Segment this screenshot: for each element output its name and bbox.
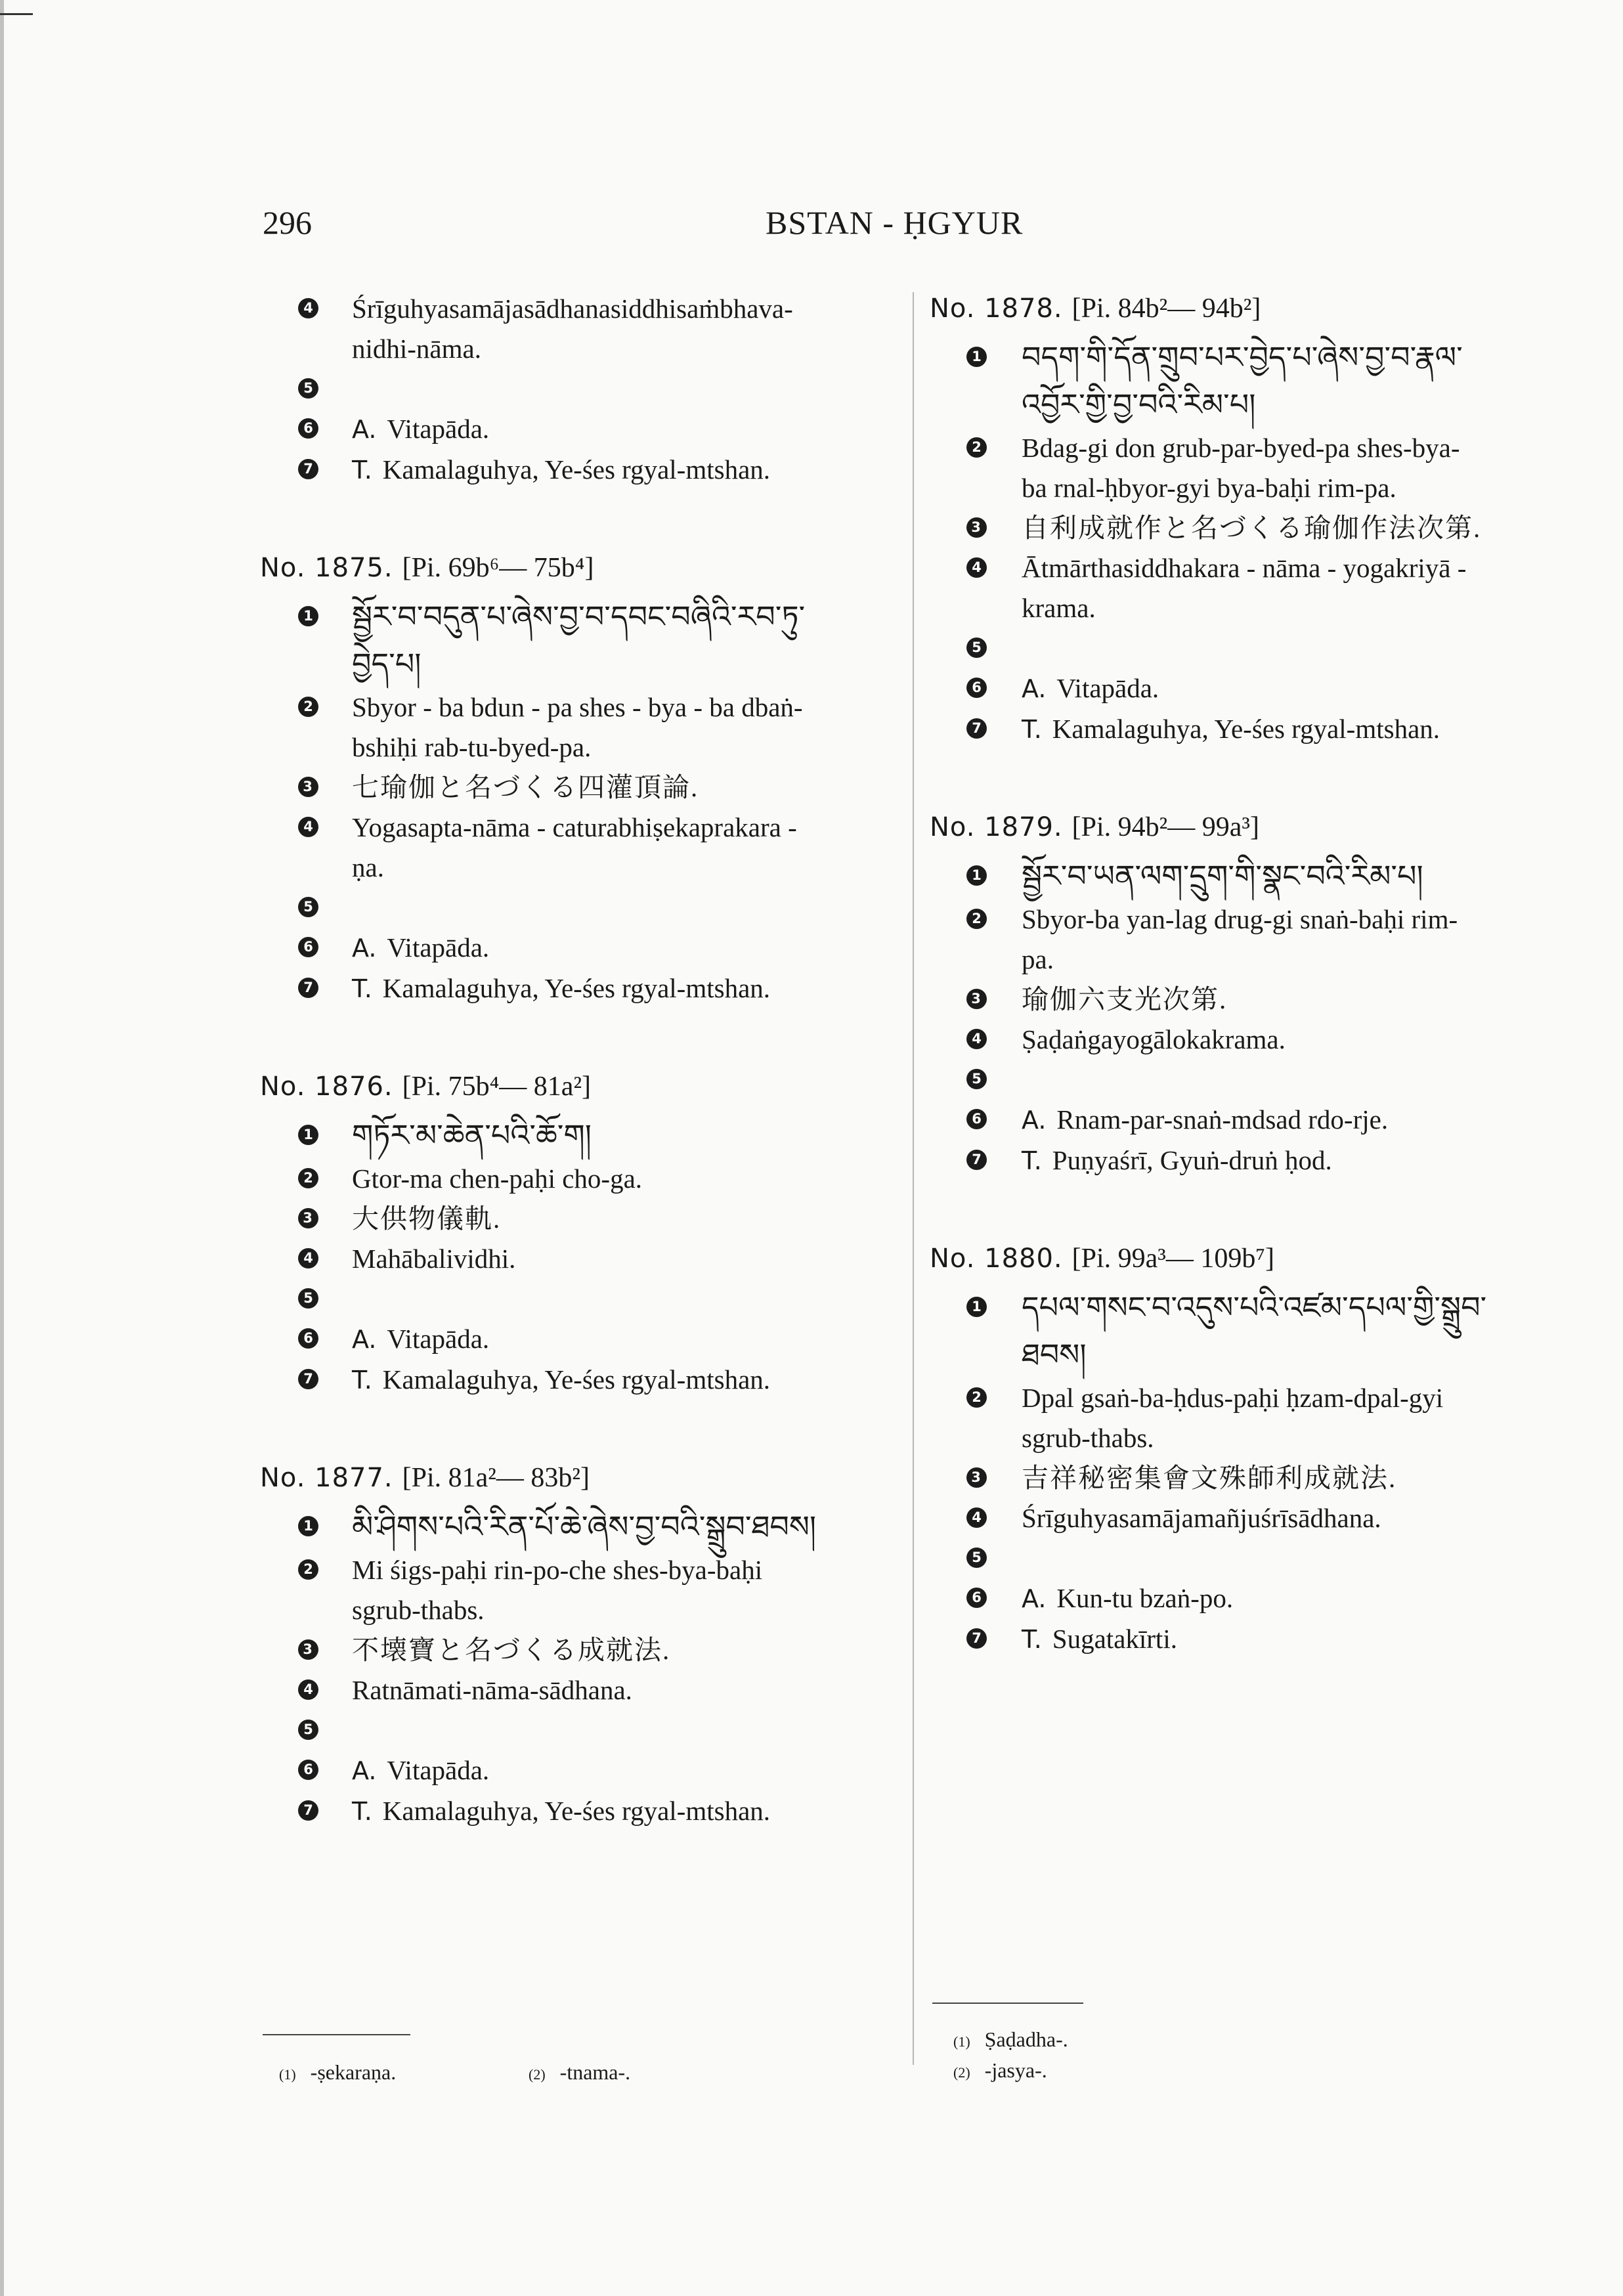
circled-number-1-icon: 1 <box>966 347 987 367</box>
catalogue-entry <box>260 548 910 1009</box>
field-continuation <box>930 381 1586 428</box>
field-text: Dpal gsaṅ-ba-ḥdus-paḥi ḥzam-dpal-gyi <box>1022 1383 1444 1413</box>
field-text: Sugatakīrti. <box>1052 1624 1177 1654</box>
field-3 <box>260 768 910 808</box>
entry-number: No. 1880. <box>930 1244 1063 1274</box>
circled-number-4-icon: 4 <box>298 1679 318 1700</box>
field-text: Kun-tu bzaṅ-po. <box>1056 1583 1234 1613</box>
field-text: Vitapāda. <box>387 932 490 963</box>
field-text: Gtor-ma chen-paḥi cho-ga. <box>352 1163 643 1194</box>
field-role-label: T. <box>1022 715 1042 744</box>
circled-number-6-icon: 6 <box>298 1760 318 1780</box>
field-4 <box>930 548 1586 588</box>
field-text: Sbyor-ba yan-lag drug-gi snaṅ-baḥi rim- <box>1022 904 1458 934</box>
field-text: Mahābalividhi. <box>352 1244 516 1274</box>
circled-number-3-icon: 3 <box>298 777 318 797</box>
circled-number-1-icon: 1 <box>966 1297 987 1317</box>
field-text: ཐབས། <box>1022 1337 1087 1372</box>
field-text: Vitapāda. <box>387 1324 490 1354</box>
field-text: 瑜伽六支光次第. <box>1022 984 1228 1014</box>
field-text: སྦྱོར་བ་ཡན་ལག་དྲུག་གི་སྣང་བའི་རིམ་པ། <box>1022 858 1423 894</box>
field-text: 不壊寶と名づくる成就法. <box>352 1635 671 1665</box>
field-role-label: A. <box>352 1325 377 1354</box>
circled-number-6-icon: 6 <box>298 1328 318 1349</box>
field-text: སྦྱོར་བ་བདུན་པ་ཞེས་བྱ་བ་དབང་བཞིའི་རབ་ཏུ་ <box>352 599 806 634</box>
entry-reference: [Pi. 84b²— 94b²] <box>1071 293 1261 324</box>
circled-number-5-icon: 5 <box>966 638 987 658</box>
field-4 <box>260 1670 910 1710</box>
circled-number-2-icon: 2 <box>966 1387 987 1408</box>
field-role-label: T. <box>1022 1625 1042 1654</box>
running-title: BSTAN - ḤGYUR <box>766 204 1024 241</box>
field-text: Vitapāda. <box>1056 673 1159 703</box>
field-2 <box>930 899 1586 940</box>
entry-spacer <box>260 1400 910 1458</box>
field-continuation <box>260 848 910 888</box>
field-text: sgrub-thabs. <box>1022 1423 1154 1453</box>
circled-number-7-icon: 7 <box>966 1628 987 1649</box>
circled-number-3-icon: 3 <box>966 517 987 538</box>
field-4 <box>260 1239 910 1279</box>
field-1 <box>260 1503 910 1550</box>
circled-number-1-icon: 1 <box>966 865 987 886</box>
field-text: Kamalaguhya, Ye-śes rgyal-mtshan. <box>1052 714 1440 744</box>
entry-spacer <box>260 1009 910 1067</box>
field-continuation <box>930 1418 1586 1458</box>
field-3 <box>930 1458 1586 1498</box>
field-6 <box>930 1578 1586 1619</box>
circled-number-3-icon: 3 <box>298 1208 318 1228</box>
field-2 <box>930 1378 1586 1418</box>
field-1 <box>930 852 1586 899</box>
field-continuation <box>260 727 910 768</box>
circled-number-4-icon: 4 <box>966 557 987 578</box>
circled-number-2-icon: 2 <box>298 1168 318 1188</box>
catalogue-entry <box>930 1239 1586 1660</box>
entry-number: No. 1875. <box>260 553 393 583</box>
circled-number-2-icon: 2 <box>298 1559 318 1580</box>
footnote-right-2: (2) -jasya-. <box>953 2058 1047 2082</box>
catalogue-entry <box>260 1458 910 1832</box>
field-role-label: T. <box>352 1366 372 1395</box>
field-1 <box>930 1284 1586 1331</box>
field-continuation <box>930 1331 1586 1378</box>
field-text: Śrīguhyasamājamañjuśrīsādhana. <box>1022 1503 1381 1533</box>
field-3 <box>260 1630 910 1670</box>
circled-number-6-icon: 6 <box>298 418 318 439</box>
field-continuation <box>930 588 1586 628</box>
field-text: 七瑜伽と名づくる四灌頂論. <box>352 772 699 802</box>
field-7 <box>260 968 910 1009</box>
field-2 <box>260 1159 910 1199</box>
field-6 <box>260 1750 910 1791</box>
field-text: Śrīguhyasamājasādhanasiddhisaṁbhava- <box>352 293 793 324</box>
field-5 <box>260 1279 910 1319</box>
field-2 <box>930 428 1586 468</box>
field-7 <box>260 1360 910 1400</box>
circled-number-5-icon: 5 <box>966 1069 987 1089</box>
field-text: Rnam-par-snaṅ-mdsad rdo-rje. <box>1056 1104 1389 1135</box>
field-text: Puṇyaśrī, Gyuṅ-druṅ ḥod. <box>1052 1145 1332 1175</box>
field-continuation <box>930 468 1586 508</box>
field-role-label: T. <box>352 456 372 485</box>
field-text: sgrub-thabs. <box>352 1595 485 1625</box>
circled-number-5-icon: 5 <box>298 1288 318 1309</box>
field-5 <box>260 369 910 409</box>
field-text: བྱེད་པ། <box>352 646 422 682</box>
circled-number-7-icon: 7 <box>966 1150 987 1170</box>
entry-reference: [Pi. 94b²— 99a³] <box>1071 812 1259 842</box>
circled-number-3-icon: 3 <box>966 989 987 1009</box>
left-column <box>260 289 910 1832</box>
circled-number-6-icon: 6 <box>298 937 318 957</box>
circled-number-5-icon: 5 <box>298 897 318 917</box>
field-role-label: A. <box>352 415 377 444</box>
field-text: bshiḥi rab-tu-byed-pa. <box>352 732 592 762</box>
entry-heading <box>260 1067 910 1106</box>
field-text: Kamalaguhya, Ye-śes rgyal-mtshan. <box>382 1796 771 1826</box>
field-2 <box>260 1550 910 1590</box>
field-1 <box>260 1112 910 1159</box>
entry-heading <box>260 548 910 588</box>
field-5 <box>260 888 910 928</box>
circled-number-3-icon: 3 <box>298 1639 318 1660</box>
circled-number-4-icon: 4 <box>298 817 318 837</box>
page-number: 296 <box>263 204 312 241</box>
catalogue-entry <box>930 808 1586 1181</box>
circled-number-6-icon: 6 <box>966 678 987 698</box>
field-text: 自利成就作と名づくる瑜伽作法次第. <box>1022 513 1482 543</box>
footnote-rule-right <box>932 2003 1083 2004</box>
field-continuation <box>930 940 1586 980</box>
field-4 <box>930 1498 1586 1538</box>
entry-heading <box>930 289 1586 328</box>
field-text: མི་ཤིགས་པའི་རིན་པོ་ཆེ་ཞེས་བྱ་བའི་སྒྲུབ་ཐབས། <box>352 1509 817 1544</box>
entry-heading <box>260 1458 910 1498</box>
field-text: Vitapāda. <box>387 414 490 444</box>
entry-number: No. 1879. <box>930 812 1063 842</box>
circled-number-5-icon: 5 <box>298 378 318 399</box>
field-text: བདག་གི་དོན་གྲུབ་པར་བྱེད་པ་ཞེས་བྱ་བ་རྣལ་ <box>1022 339 1463 375</box>
field-2 <box>260 687 910 727</box>
field-7 <box>260 1791 910 1832</box>
field-7 <box>930 709 1586 750</box>
right-column <box>930 289 1586 1660</box>
field-3 <box>260 1199 910 1239</box>
circled-number-1-icon: 1 <box>298 1516 318 1536</box>
field-text: དཔལ་གསང་བ་འདུས་པའི་འཛམ་དཔལ་གྱི་སྒྲུབ་ <box>1022 1289 1487 1325</box>
field-6 <box>930 668 1586 709</box>
field-3 <box>930 980 1586 1020</box>
footnote-left-1: (1) -ṣekaraṇa. <box>279 2060 397 2084</box>
field-text: pa. <box>1022 944 1054 974</box>
field-5 <box>930 628 1586 668</box>
field-text: krama. <box>1022 593 1096 623</box>
circled-number-4-icon: 4 <box>298 298 318 318</box>
field-continuation <box>260 1590 910 1630</box>
circled-number-3-icon: 3 <box>966 1467 987 1488</box>
circled-number-4-icon: 4 <box>966 1507 987 1528</box>
field-4 <box>930 1020 1586 1060</box>
field-continuation <box>260 640 910 687</box>
entry-heading <box>930 808 1586 847</box>
circled-number-5-icon: 5 <box>298 1720 318 1740</box>
field-text: Ṣaḍaṅgayogālokakrama. <box>1022 1024 1286 1054</box>
field-text: 大供物儀軌. <box>352 1203 502 1234</box>
field-text: Kamalaguhya, Ye-śes rgyal-mtshan. <box>382 973 771 1003</box>
entry-spacer <box>260 490 910 548</box>
circled-number-5-icon: 5 <box>966 1548 987 1568</box>
field-6 <box>260 928 910 968</box>
entry-spacer <box>930 750 1586 808</box>
circled-number-6-icon: 6 <box>966 1109 987 1129</box>
footnote-rule-left <box>263 2034 410 2035</box>
footnote-left-2: (2) -tnama-. <box>529 2060 631 2084</box>
field-text: Yogasapta-nāma - caturabhiṣekaprakara - <box>352 812 797 842</box>
circled-number-2-icon: 2 <box>966 437 987 458</box>
field-text: ba rnal-ḥbyor-gyi bya-baḥi rim-pa. <box>1022 473 1396 503</box>
field-text: ṇa. <box>352 852 384 882</box>
entry-number: No. 1876. <box>260 1072 393 1102</box>
field-7 <box>930 1140 1586 1181</box>
field-1 <box>930 334 1586 381</box>
field-text: གཏོར་མ་ཆེན་པའི་ཆོ་ག། <box>352 1117 592 1153</box>
entry-reference: [Pi. 69b⁶— 75b⁴] <box>402 553 594 583</box>
circled-number-7-icon: 7 <box>298 459 318 479</box>
circled-number-2-icon: 2 <box>298 697 318 717</box>
field-3 <box>930 508 1586 548</box>
circled-number-1-icon: 1 <box>298 606 318 626</box>
field-role-label: T. <box>352 1797 372 1826</box>
circled-number-7-icon: 7 <box>966 718 987 739</box>
field-text: 吉祥秘密集會文殊師利成就法. <box>1022 1463 1397 1493</box>
field-5 <box>930 1060 1586 1100</box>
circled-number-7-icon: 7 <box>298 1369 318 1389</box>
catalogue-entry <box>930 289 1586 750</box>
field-text: nidhi-nāma. <box>352 334 481 364</box>
circled-number-7-icon: 7 <box>298 978 318 998</box>
circled-number-2-icon: 2 <box>966 909 987 929</box>
circled-number-4-icon: 4 <box>298 1248 318 1268</box>
field-role-label: T. <box>1022 1146 1042 1175</box>
entry-reference: [Pi. 81a²— 83b²] <box>402 1463 590 1493</box>
edge-tick-mark <box>0 13 33 15</box>
field-text: Ātmārthasiddhakara - nāma - yogakriyā - <box>1022 553 1467 583</box>
entry-number: No. 1877. <box>260 1463 393 1493</box>
entry-reference: [Pi. 75b⁴— 81a²] <box>402 1072 592 1102</box>
field-7 <box>260 450 910 490</box>
entry-heading <box>930 1239 1586 1278</box>
circled-number-4-icon: 4 <box>966 1029 987 1049</box>
footnote-right-1: (1) Ṣaḍadha-. <box>953 2027 1068 2051</box>
column-divider <box>913 292 914 2065</box>
catalogue-entry <box>260 1067 910 1400</box>
field-role-label: A. <box>1022 1584 1047 1613</box>
entry-spacer <box>930 1181 1586 1239</box>
field-6 <box>260 1319 910 1360</box>
field-5 <box>260 1710 910 1750</box>
field-4 <box>260 808 910 848</box>
field-continuation <box>260 329 910 369</box>
field-role-label: A. <box>352 934 377 963</box>
page-edge-shadow <box>0 0 4 2296</box>
field-text: Mi śigs-paḥi rin-po-che shes-bya-baḥi <box>352 1555 763 1585</box>
field-text: Sbyor - ba bdun - pa shes - bya - ba dbaṅ- <box>352 692 803 722</box>
circled-number-7-icon: 7 <box>298 1800 318 1821</box>
entry-reference: [Pi. 99a³— 109b⁷] <box>1071 1244 1275 1274</box>
circled-number-6-icon: 6 <box>966 1588 987 1608</box>
field-text: Kamalaguhya, Ye-śes rgyal-mtshan. <box>382 454 771 485</box>
catalogue-entry <box>260 289 910 490</box>
field-5 <box>930 1538 1586 1578</box>
field-role-label: A. <box>1022 1106 1047 1135</box>
field-6 <box>930 1100 1586 1140</box>
field-text: Vitapāda. <box>387 1755 490 1785</box>
field-role-label: T. <box>352 974 372 1003</box>
field-role-label: A. <box>352 1756 377 1785</box>
field-7 <box>930 1619 1586 1660</box>
entry-number: No. 1878. <box>930 293 1063 324</box>
field-1 <box>260 593 910 640</box>
field-text: Kamalaguhya, Ye-śes rgyal-mtshan. <box>382 1364 771 1395</box>
field-text: འབྱོར་གྱི་བྱ་བའི་རིམ་པ། <box>1022 387 1256 422</box>
field-text: Ratnāmati-nāma-sādhana. <box>352 1675 632 1705</box>
field-role-label: A. <box>1022 674 1047 703</box>
circled-number-1-icon: 1 <box>298 1125 318 1145</box>
field-6 <box>260 409 910 450</box>
field-4 <box>260 289 910 329</box>
field-text: Bdag-gi don grub-par-byed-pa shes-bya- <box>1022 433 1460 463</box>
